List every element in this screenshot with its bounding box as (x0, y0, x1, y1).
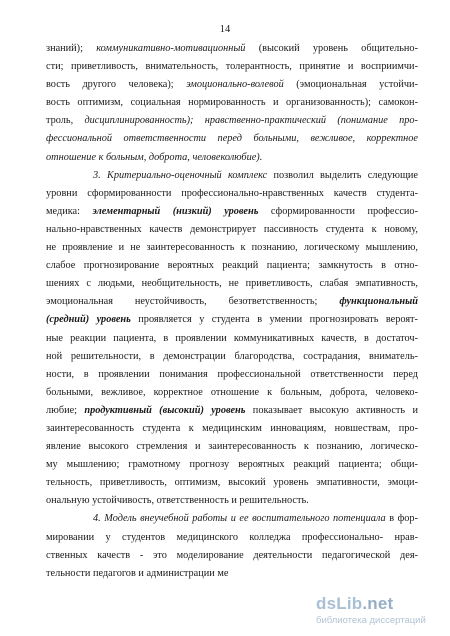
watermark-logo: dsLib.net (316, 594, 394, 613)
text-segment: фессиональной ответственности перед больными, вежливое, корректное (46, 133, 418, 145)
text-line (46, 293, 418, 311)
text-line (46, 275, 418, 293)
text-segment: (средний) уровень (46, 314, 131, 326)
text-segment: дисциплинированность); нравственно-практический (понимание про- (84, 115, 418, 127)
text-line (46, 311, 418, 329)
text-segment: му мышлению; грамотному прогнозу вероятных реакций пациента; общи- (46, 459, 418, 471)
text-segment: уровни сформированности профессионально-нравственных качеств студента- (46, 187, 418, 199)
text-segment: медика: (46, 205, 93, 217)
text-segment: слабое прогнозирование вероятных реакций пациента; замкнутость в отно- (46, 260, 418, 272)
text-segment: знаний); (46, 43, 97, 54)
text-segment: не проявление и не заинтересованность к познанию, логическому мышлению, (46, 242, 418, 254)
text-line (46, 384, 418, 402)
text-line (46, 366, 418, 384)
text-line (46, 510, 418, 528)
text-segment: (эмоциональная устойчи- (283, 79, 418, 91)
text-segment: отношение к больным, доброта, человеколюбие). (46, 151, 263, 163)
text-line (46, 330, 418, 348)
text-segment: ные реакции пациента, в проявлении коммуникативных качеств, в достаточ- (46, 332, 418, 344)
text-segment: ственных качеств - это моделирование деятельности педагогической дея- (46, 549, 418, 561)
text-segment: ности, в проявлении понимания профессиональной ответственности перед (46, 368, 418, 380)
text-line (46, 438, 418, 456)
body-text (46, 40, 418, 583)
page-number: 14 (219, 24, 231, 35)
text-line (46, 348, 418, 366)
text-line (46, 221, 418, 239)
text-line (46, 257, 418, 275)
text-line (46, 185, 418, 203)
text-segment: ной решительности, в демонстрации благородства, сострадания, вниматель- (46, 350, 418, 362)
text-segment: тельность, приветливость, оптимизм, высокий уровень эмпативности, эмоци- (46, 477, 418, 489)
text-segment: в фор- (385, 513, 418, 525)
text-line (46, 420, 418, 438)
text-segment: нально-нравственных качеств демонстрирует пассивность студента к новому, (46, 223, 418, 235)
text-line (46, 492, 418, 510)
text-segment: больными, вежливое, корректное отношение к больным, доброта, человеко- (46, 386, 418, 398)
text-line (46, 167, 418, 185)
text-segment: вость оптимизм, социальная нормированность и организованность); самокон- (46, 97, 418, 109)
text-segment: 4. Модель внеучебной работы и ее воспитательного потенциала (93, 513, 386, 525)
text-segment: тельности педагогов и администрации ме (46, 567, 229, 579)
text-line (46, 402, 418, 420)
text-segment: троль, (46, 115, 85, 127)
text-line (46, 239, 418, 257)
text-segment: явление высокого стремления и заинтересованность к познанию, логическо- (46, 441, 418, 453)
text-segment: эмоциональная неустойчивость, безответственность; (46, 296, 340, 308)
text-line (46, 456, 418, 474)
text-segment: сформированности профессио- (258, 205, 418, 217)
text-segment: сти; приветливость, внимательность, толерантность, принятие и восприимчи- (46, 61, 418, 73)
text-line (46, 547, 418, 565)
text-segment: элементарный (низкий) уровень (92, 205, 259, 217)
watermark-subtitle: библиотека диссертаций (316, 615, 426, 626)
text-segment: ональную устойчивость, ответственность и решительность. (46, 495, 309, 507)
text-line (46, 149, 418, 167)
text-line (46, 130, 418, 148)
text-line (46, 565, 418, 583)
text-line (46, 474, 418, 492)
text-segment: шениях с людьми, необщительность, не приветливость, слабая эмпативность, (46, 278, 418, 290)
text-segment: эмоционально-волевой (186, 79, 284, 91)
text-segment: продуктивный (высокий) уровень (84, 404, 246, 416)
text-segment: проявляется у студента в умении прогнозировать вероят- (130, 314, 418, 326)
text-segment: заинтересованность студента к медицинским инновациям, новшествам, про- (46, 422, 418, 434)
text-line (46, 112, 418, 130)
watermark (316, 594, 434, 630)
text-line (46, 76, 418, 94)
text-segment: любие; (46, 404, 85, 416)
text-segment: показывает высокую активность и (245, 404, 418, 416)
text-line (46, 529, 418, 547)
text-line (46, 94, 418, 112)
text-segment: вость другого человека); (46, 79, 187, 91)
text-segment: мировании у студентов медицинского колледжа профессионально- нрав- (46, 531, 418, 543)
text-segment: позволил выделить следующие (267, 169, 418, 181)
text-segment: функциональный (339, 296, 418, 308)
text-line (46, 58, 418, 76)
text-segment: коммуникативно-мотивационный (96, 43, 246, 54)
text-segment: ( (245, 43, 263, 54)
text-segment: высокий уровень общительно- (262, 43, 418, 54)
text-segment: 3. Критериально-оценочный комплекс (93, 169, 268, 181)
text-line (46, 203, 418, 221)
text-line (46, 40, 418, 58)
